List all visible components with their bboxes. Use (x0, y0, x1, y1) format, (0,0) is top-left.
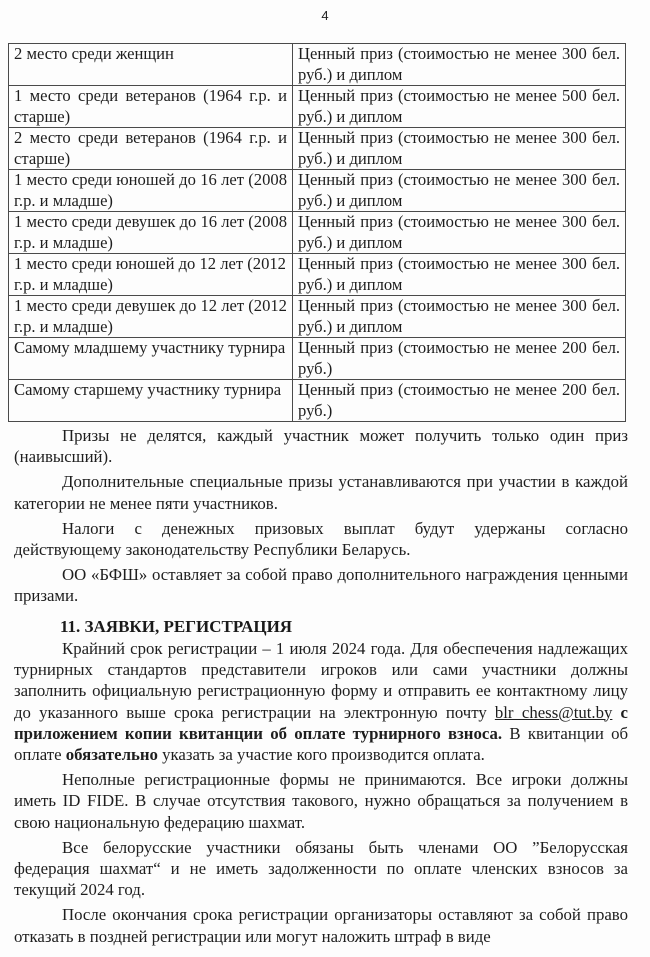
text: указать за участие кого производится оплата. (157, 745, 485, 765)
prize-cell: Ценный приз (стоимостью не менее 300 бел. руб.) и диплом (293, 44, 626, 86)
section-heading: 11. ЗАЯВКИ, РЕГИСТРАЦИЯ (60, 617, 293, 636)
prize-cell: Ценный приз (стоимостью не менее 300 бел. руб.) и диплом (293, 254, 626, 296)
table-row (9, 338, 626, 380)
category-cell: 2 место среди женщин (9, 44, 293, 86)
table-row (9, 44, 626, 86)
table-row (9, 380, 626, 422)
paragraph: Дополнительные специальные призы устанавливаются при участии в каждой категории не менее пяти участников. (14, 472, 628, 513)
prize-cell: Ценный приз (стоимостью не менее 300 бел. руб.) и диплом (293, 296, 626, 338)
prize-cell: Ценный приз (стоимостью не менее 200 бел. руб.) (293, 338, 626, 380)
prize-cell: Ценный приз (стоимостью не менее 300 бел. руб.) и диплом (293, 212, 626, 254)
prize-cell: Ценный приз (стоимостью не менее 300 бел. руб.) и диплом (293, 170, 626, 212)
category-cell: 1 место среди девушек до 12 лет (2012 г.р. и младше) (9, 296, 293, 338)
category-cell: Самому старшему участнику турнира (9, 380, 293, 422)
paragraph: После окончания срока регистрации организаторы оставляют за собой право отказать в поздней регистрации или могут наложить штраф в виде (14, 905, 628, 946)
email-link[interactable]: blr_chess@tut.by (494, 702, 613, 722)
paragraph: Все белорусские участники обязаны быть членами ОО ”Белорусская федерация шахмат“ и не иметь задолженности по оплате членских взносов за текущий 2024 год. (14, 837, 628, 900)
prize-cell: Ценный приз (стоимостью не менее 300 бел. руб.) и диплом (293, 128, 626, 170)
category-cell: 1 место среди ветеранов (1964 г.р. и старше) (9, 86, 293, 128)
bold-text: обязательно (65, 745, 158, 765)
table-row (9, 86, 626, 128)
paragraph: ОО «БФШ» оставляет за собой право дополнительного награждения ценными призами. (14, 565, 628, 606)
text: Крайний срок регистрации – 1 июля 2024 года. Для обеспечения надлежащих турнирных стандартов представители игроков или сами участники должны заполнить официальную регистрационную форму и отправить ее контактному лицу до указанного выше срока регистрации на электронную почту (14, 639, 628, 722)
category-cell: 1 место среди юношей до 12 лет (2012 г.р. и младше) (9, 254, 293, 296)
prize-table (8, 43, 626, 422)
prize-cell: Ценный приз (стоимостью не менее 200 бел. руб.) (293, 380, 626, 422)
paragraph: Неполные регистрационные формы не принимаются. Все игроки должны иметь ID FIDE. В случае отсутствия такового, нужно обращаться за получением в свою национальную федерацию шахмат. (14, 770, 628, 832)
category-cell: Самому младшему участнику турнира (9, 338, 293, 380)
category-cell: 2 место среди ветеранов (1964 г.р. и старше) (9, 128, 293, 170)
paragraph: Призы не делятся, каждый участник может получить только один приз (наивысший). (14, 426, 628, 467)
registration-section (14, 638, 628, 951)
paragraph (14, 638, 628, 765)
page-number: 4 (321, 8, 329, 23)
table-row (9, 170, 626, 212)
text: В квитанции об оплате (14, 723, 628, 765)
paragraph: Налоги с денежных призовых выплат будут удержаны согласно действующему законодательству Республики Беларусь. (14, 518, 628, 560)
category-cell: 1 место среди юношей до 16 лет (2008 г.р. и младше) (9, 170, 293, 212)
bold-text: с приложением копии квитанции об оплате турнирного взноса. (14, 702, 628, 743)
table-row (9, 212, 626, 254)
table-row (9, 128, 626, 170)
category-cell: 1 место среди девушек до 16 лет (2008 г.р. и младше) (9, 212, 293, 254)
prize-cell: Ценный приз (стоимостью не менее 500 бел. руб.) и диплом (293, 86, 626, 128)
table-row (9, 296, 626, 338)
prize-notes (14, 425, 628, 611)
table-row (9, 254, 626, 296)
